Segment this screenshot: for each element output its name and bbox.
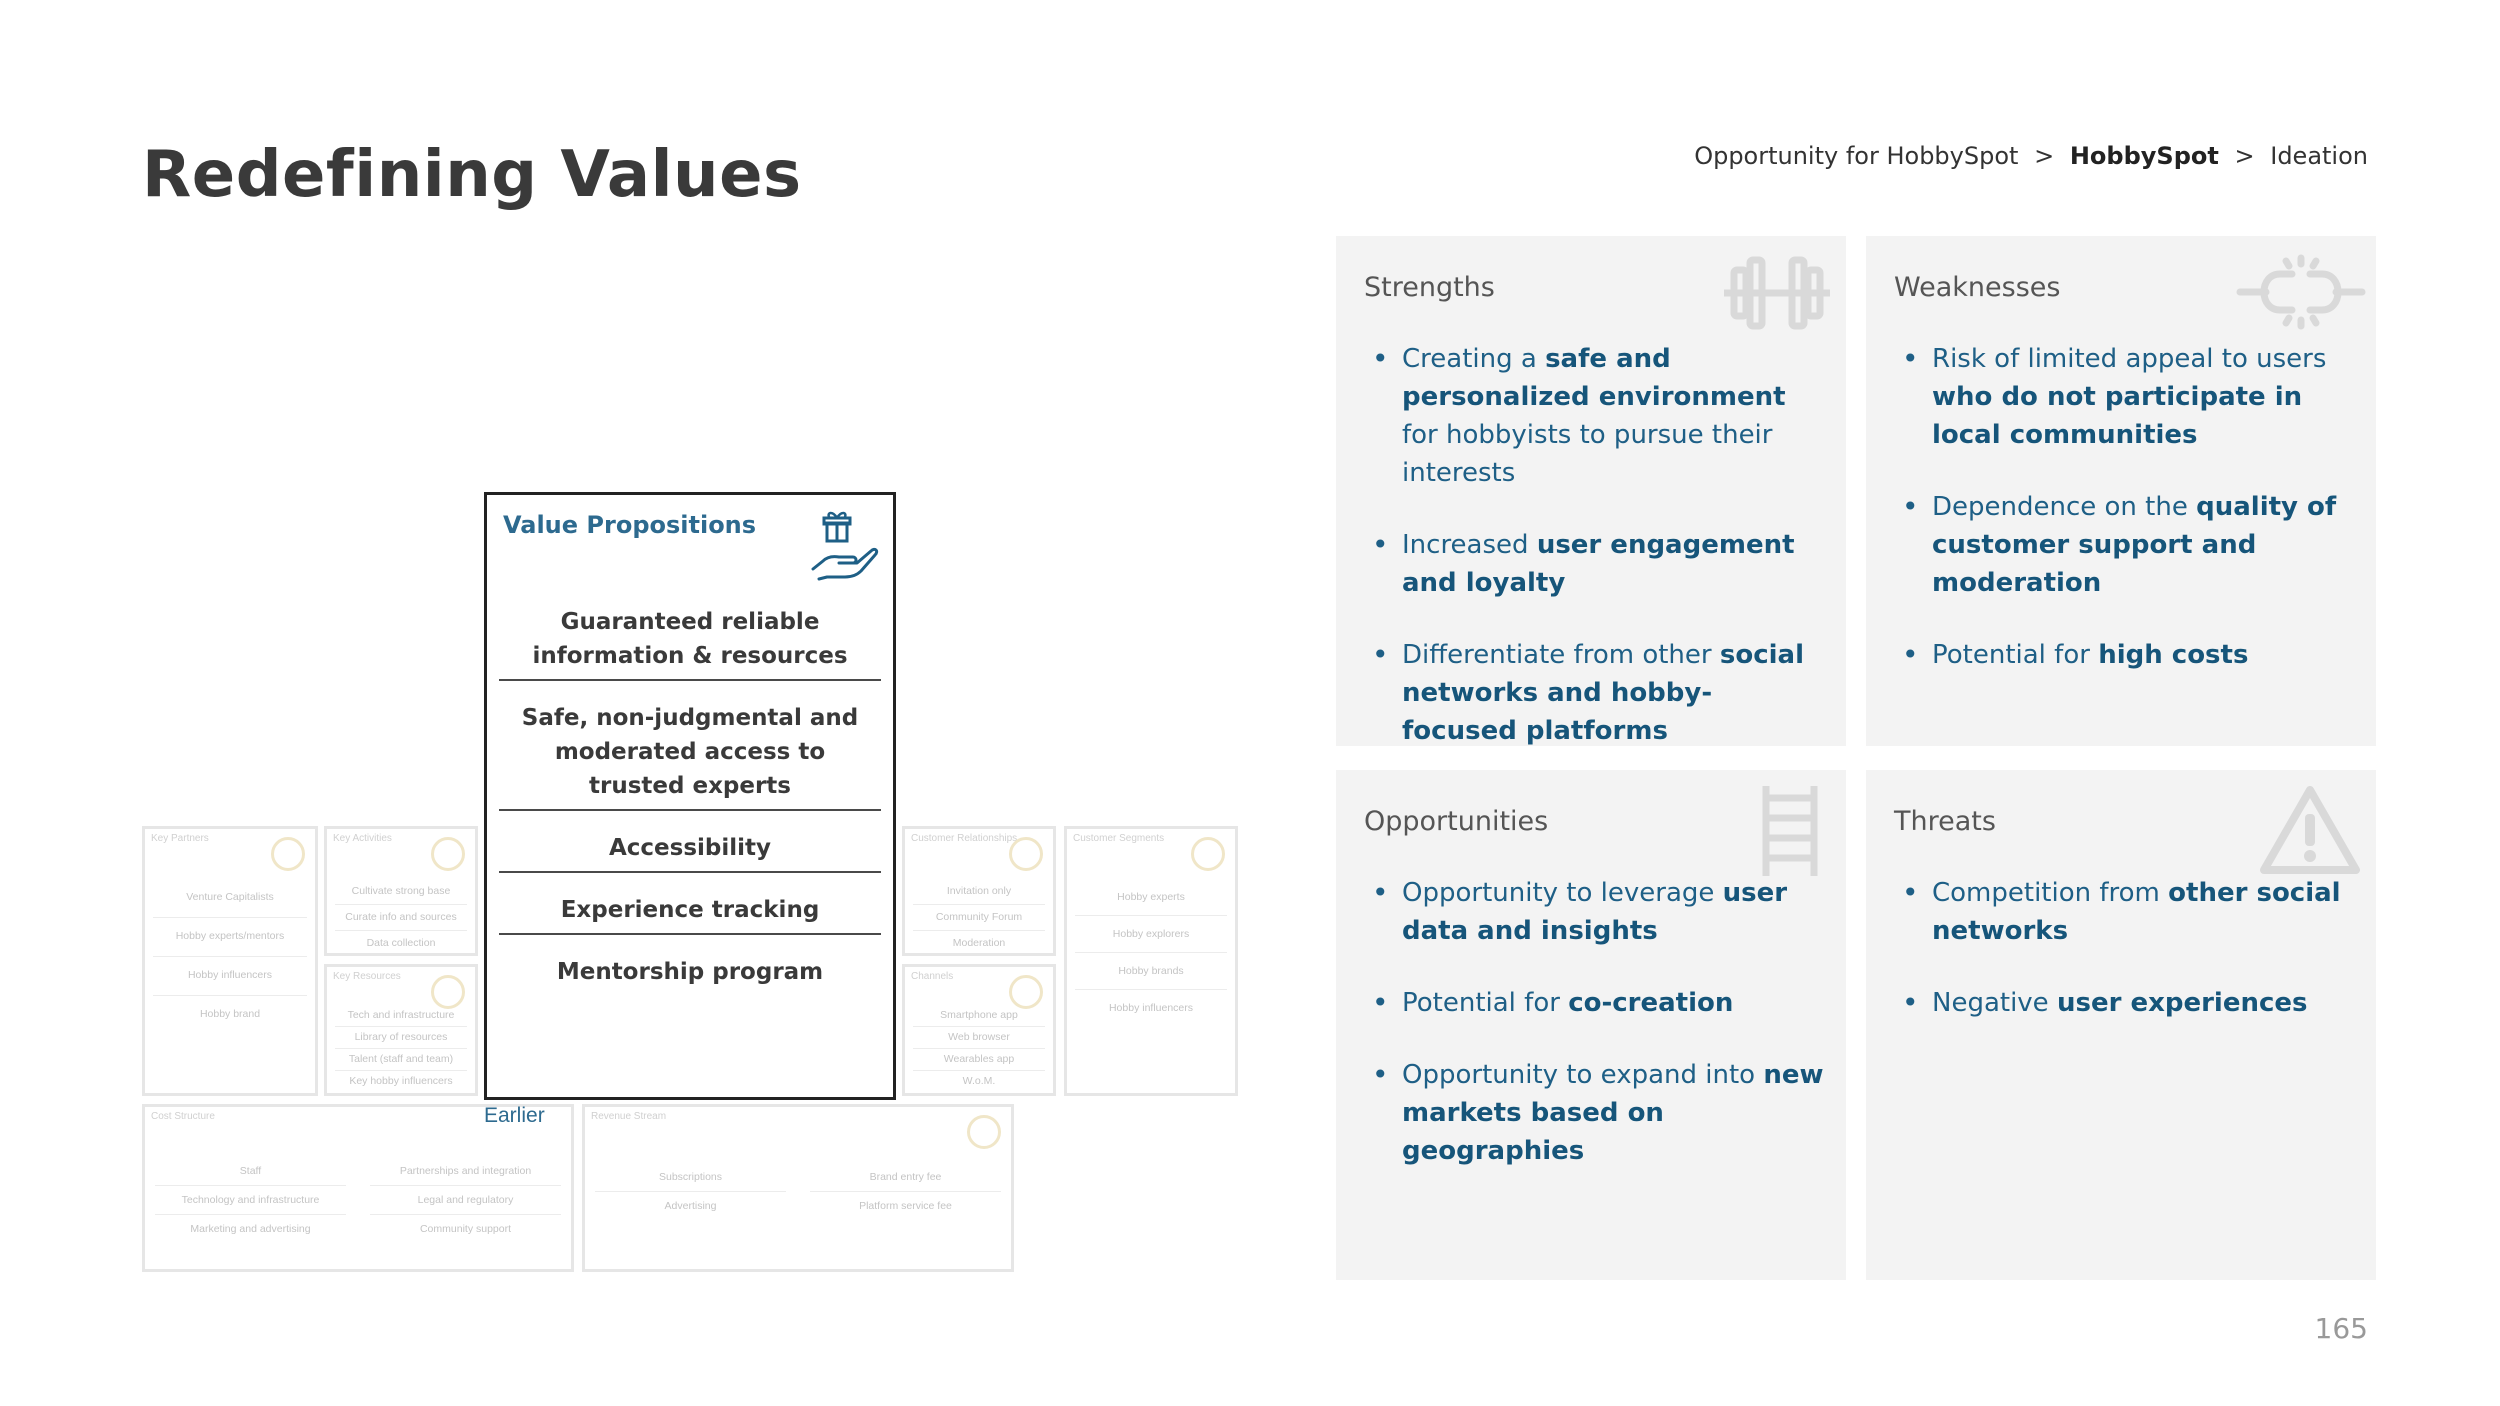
cell-title: Channels [911, 971, 954, 982]
heart-icon [1009, 837, 1043, 871]
threat-item: • Negative user experiences [1898, 984, 2354, 1022]
cell-title: Key Resources [333, 971, 401, 982]
list-item: Hobby influencers [1108, 1002, 1194, 1014]
list-item: Marketing and advertising [190, 1223, 311, 1235]
value-proposition-item: Safe, non-judgmental and moderated access to trusted experts [499, 701, 881, 811]
list-item: Technology and infrastructure [155, 1186, 346, 1215]
weakness-item: • Dependence on the quality of customer support and moderation [1898, 488, 2354, 602]
cell-title: Customer Relationships [911, 833, 1018, 844]
list-item: Brand entry fee [810, 1163, 1001, 1192]
list-item: Key hobby influencers [349, 1075, 453, 1087]
list-item: Partnerships and integration [370, 1157, 561, 1186]
list-item: Advertising [664, 1200, 717, 1212]
list-item: Data collection [366, 937, 436, 949]
list-item: W.o.M. [962, 1075, 996, 1087]
list-item: Tech and infrastructure [335, 1005, 467, 1027]
money-icon [967, 1115, 1001, 1149]
list-item: Venture Capitalists [153, 879, 307, 918]
page-title: Redefining Values [142, 138, 802, 212]
broken-link-icon [2236, 252, 2366, 332]
breadcrumb-current[interactable]: HobbySpot [2069, 142, 2219, 170]
breadcrumb-separator: > [2034, 142, 2055, 170]
truck-icon [1009, 975, 1043, 1009]
activities-icon [431, 837, 465, 871]
cell-title: Revenue Stream [591, 1111, 667, 1122]
canvas-key-activities [324, 826, 478, 956]
strengths-heading: Strengths [1364, 272, 1495, 303]
weakness-item: • Risk of limited appeal to users who do not participate in local communities [1898, 340, 2354, 454]
list-item: Curate info and sources [335, 905, 467, 931]
opportunity-item: • Opportunity to leverage user data and insights [1368, 874, 1824, 950]
canvas-revenue-streams [582, 1104, 1014, 1272]
resources-icon [431, 975, 465, 1009]
list-item: Hobby brand [199, 1008, 261, 1020]
strength-item: • Creating a safe and personalized environment for hobbyists to pursue their interests [1368, 340, 1824, 492]
breadcrumb [1694, 142, 2368, 170]
canvas-key-partners [142, 826, 318, 1096]
cell-title: Customer Segments [1073, 833, 1165, 844]
list-item: Invitation only [913, 879, 1045, 905]
list-item: Library of resources [335, 1027, 467, 1049]
value-proposition-item: Experience tracking [499, 893, 881, 935]
list-item: Moderation [952, 937, 1006, 949]
value-propositions-heading: Value Propositions [503, 511, 757, 539]
swot-opportunities-panel [1336, 770, 1846, 1280]
list-item: Talent (staff and team) [335, 1049, 467, 1071]
list-item: Subscriptions [595, 1163, 786, 1192]
handshake-icon [271, 837, 305, 871]
people-icon [1191, 837, 1225, 871]
page-number: 165 [2314, 1312, 2368, 1345]
list-item: Hobby brands [1075, 953, 1227, 990]
swot-weaknesses-panel [1866, 236, 2376, 746]
swot-threats-panel [1866, 770, 2376, 1280]
opportunity-item: • Potential for co-creation [1368, 984, 1824, 1022]
list-item: Community Forum [913, 905, 1045, 931]
list-item: Legal and regulatory [370, 1186, 561, 1215]
list-item: Community support [419, 1223, 512, 1235]
list-item: Staff [155, 1157, 346, 1186]
list-item: Smartphone app [913, 1005, 1045, 1027]
list-item: Platform service fee [859, 1200, 952, 1212]
breadcrumb-item[interactable]: Opportunity for HobbySpot [1694, 142, 2019, 170]
list-item: Cultivate strong base [335, 879, 467, 905]
canvas-customer-relationships [902, 826, 1056, 956]
cell-title: Cost Structure [151, 1111, 215, 1122]
canvas-key-resources [324, 964, 478, 1096]
list-item: Hobby influencers [153, 957, 307, 996]
list-item: Wearables app [913, 1049, 1045, 1071]
canvas-customer-segments [1064, 826, 1238, 1096]
list-item: Hobby experts/mentors [153, 918, 307, 957]
cell-title: Key Partners [151, 833, 209, 844]
breadcrumb-item[interactable]: Ideation [2270, 142, 2368, 170]
canvas-channels [902, 964, 1056, 1096]
breadcrumb-separator: > [2234, 142, 2255, 170]
opportunities-heading: Opportunities [1364, 806, 1549, 837]
value-proposition-item: Accessibility [499, 831, 881, 873]
gift-hand-icon [809, 509, 879, 581]
strength-item: • Differentiate from other social networks and hobby-focused platforms [1368, 636, 1824, 750]
warning-triangle-icon [2258, 784, 2362, 876]
weakness-item: • Potential for high costs [1898, 636, 2354, 674]
value-proposition-item: Mentorship program [556, 959, 824, 985]
value-proposition-item: Guaranteed reliable information & resources [499, 605, 881, 681]
weaknesses-heading: Weaknesses [1894, 272, 2061, 303]
cell-title: Key Activities [333, 833, 392, 844]
swot-strengths-panel [1336, 236, 1846, 746]
canvas-cost-structure [142, 1104, 574, 1272]
dumbbell-icon [1720, 256, 1834, 330]
list-item: Hobby explorers [1075, 916, 1227, 953]
strength-item: • Increased user engagement and loyalty [1368, 526, 1824, 602]
opportunity-item: • Opportunity to expand into new markets based on geographies [1368, 1056, 1824, 1170]
value-propositions-card [484, 492, 896, 1100]
list-item: Web browser [913, 1027, 1045, 1049]
earlier-label: Earlier [484, 1104, 545, 1127]
list-item: Hobby experts [1075, 879, 1227, 916]
threat-item: • Competition from other social networks [1898, 874, 2354, 950]
threats-heading: Threats [1894, 806, 1996, 837]
ladder-icon [1758, 784, 1822, 878]
